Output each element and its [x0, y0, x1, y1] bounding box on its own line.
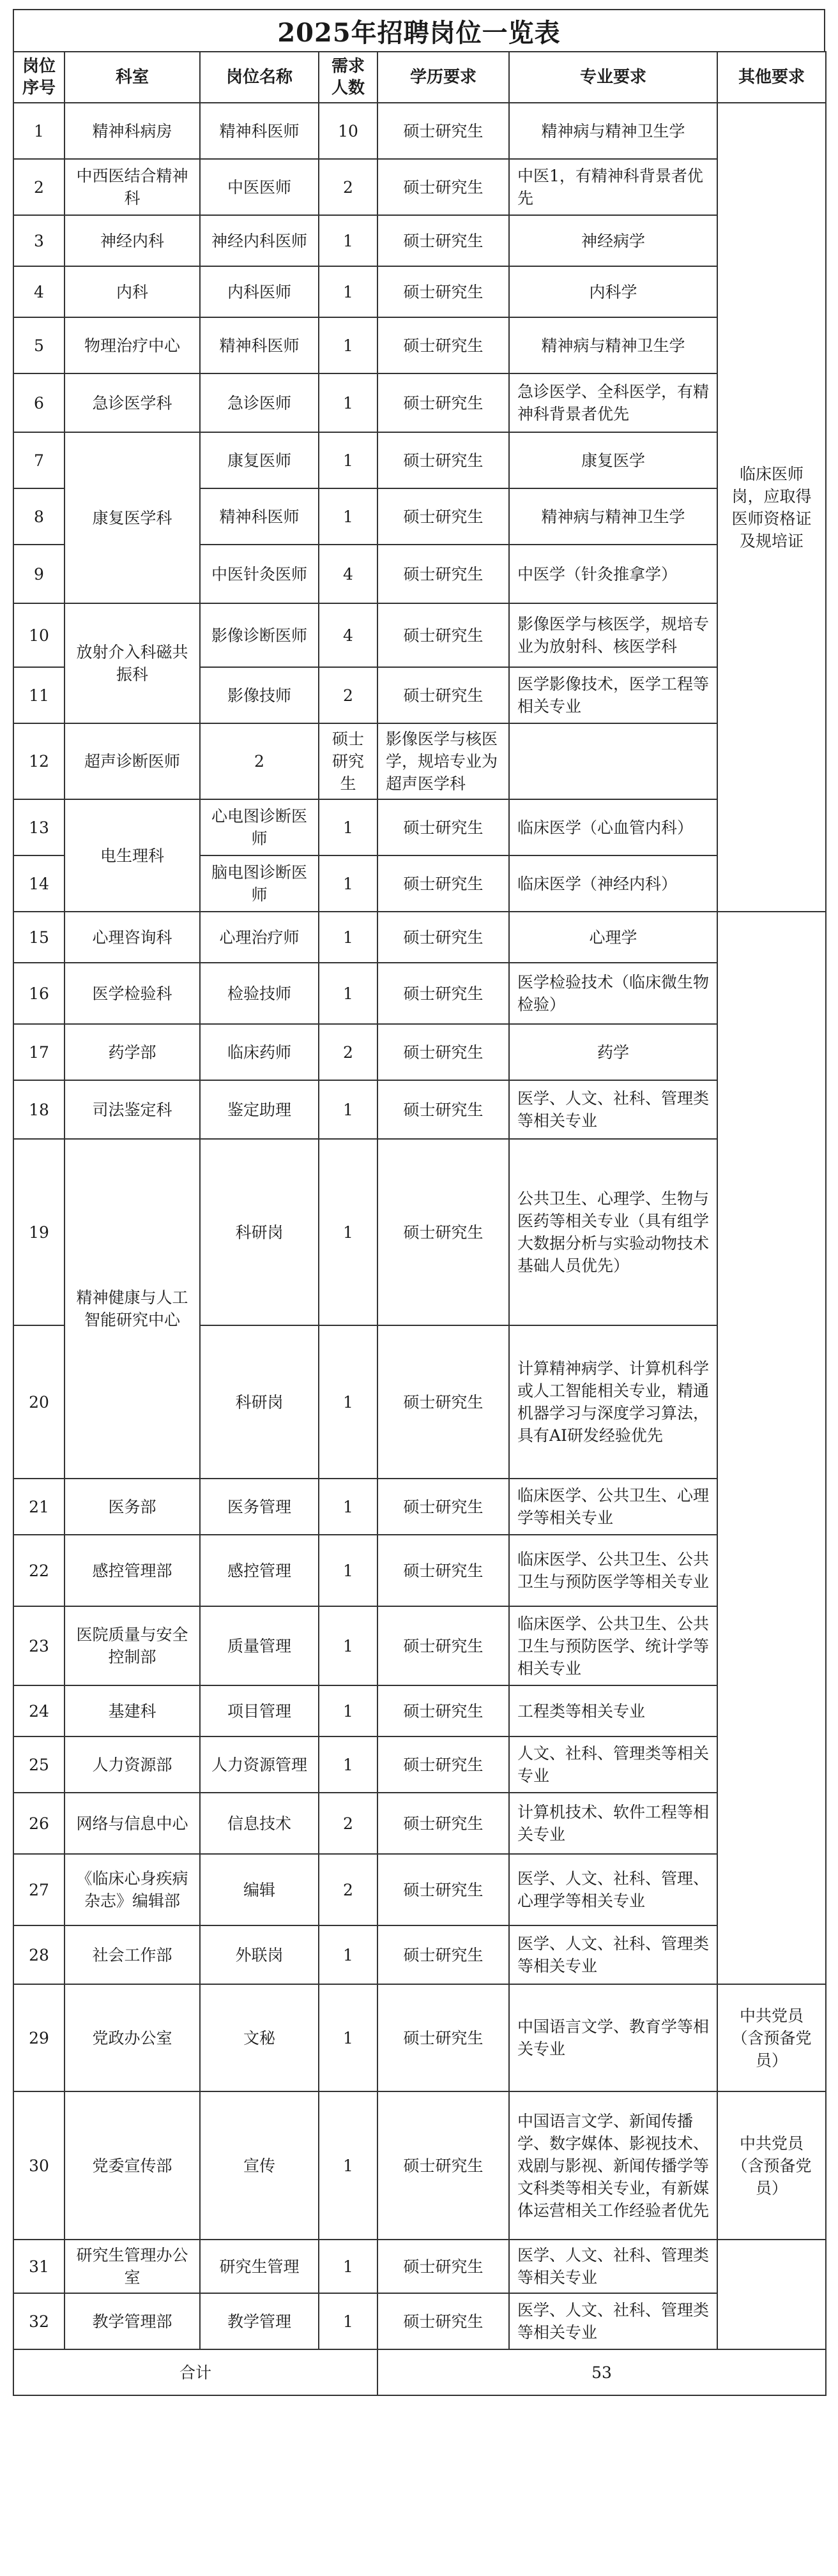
table-row [13, 1139, 826, 1325]
cell-education: 硕士研究生 [377, 1325, 509, 1479]
cell-number: 27 [13, 1854, 65, 1925]
cell-department: 放射介入科磁共振科 [65, 603, 200, 723]
cell-education: 硕士研究生 [377, 1984, 509, 2091]
table-row [13, 603, 826, 667]
recruitment-document [13, 9, 825, 2396]
cell-major: 急诊医学、全科医学，有精神科背景者优先 [509, 373, 717, 432]
total-row [13, 2349, 826, 2395]
cell-number: 28 [13, 1925, 65, 1984]
cell-department: 康复医学科 [65, 432, 200, 603]
cell-education: 硕士研究生 [377, 488, 509, 545]
cell-headcount: 1 [319, 373, 377, 432]
cell-number: 11 [13, 667, 65, 723]
cell-headcount: 1 [319, 215, 377, 266]
cell-education: 硕士研究生 [377, 963, 509, 1024]
header-cell: 岗位名称 [200, 52, 319, 103]
cell-major: 医学、人文、社科、管理、心理学等相关专业 [509, 1854, 717, 1925]
recruitment-table [13, 51, 827, 2396]
table-row [13, 1793, 826, 1854]
cell-position: 科研岗 [200, 1139, 319, 1325]
cell-department: 党政办公室 [65, 1984, 200, 2091]
table-header-row [13, 52, 826, 103]
cell-major: 医学、人文、社科、管理类等相关专业 [509, 1080, 717, 1139]
table-row [13, 1479, 826, 1535]
cell-number: 8 [13, 488, 65, 545]
cell-position: 科研岗 [200, 1325, 319, 1479]
cell-major: 计算精神病学、计算机科学或人工智能相关专业，精通机器学习与深度学习算法，具有AI研发经验优先 [509, 1325, 717, 1479]
cell-department: 司法鉴定科 [65, 1080, 200, 1139]
table-row [13, 2091, 826, 2240]
cell-department: 精神健康与人工智能研究中心 [65, 1139, 200, 1479]
cell-headcount: 1 [319, 1685, 377, 1736]
cell-number: 25 [13, 1736, 65, 1793]
cell-major: 影像医学与核医学，规培专业为超声医学科 [377, 723, 509, 799]
cell-headcount: 1 [319, 266, 377, 317]
cell-position: 精神科医师 [200, 488, 319, 545]
cell-number: 17 [13, 1024, 65, 1080]
header-cell: 专业要求 [509, 52, 717, 103]
cell-education: 硕士研究生 [377, 432, 509, 488]
cell-position: 脑电图诊断医师 [200, 855, 319, 912]
cell-position: 中医医师 [200, 159, 319, 215]
cell-education: 硕士研究生 [377, 603, 509, 667]
table-row [13, 963, 826, 1024]
cell-major: 药学 [509, 1024, 717, 1080]
cell-major: 临床医学（神经内科） [509, 855, 717, 912]
cell-major: 医学检验技术（临床微生物检验） [509, 963, 717, 1024]
table-row [13, 373, 826, 432]
cell-headcount: 1 [319, 1736, 377, 1793]
cell-headcount: 1 [319, 317, 377, 373]
cell-headcount: 1 [319, 1080, 377, 1139]
cell-position: 精神科医师 [200, 103, 319, 159]
cell-department: 物理治疗中心 [65, 317, 200, 373]
cell-headcount: 1 [319, 2091, 377, 2240]
cell-department: 研究生管理办公室 [65, 2240, 200, 2293]
cell-education: 硕士研究生 [377, 2240, 509, 2293]
header-cell: 科室 [65, 52, 200, 103]
cell-education: 硕士研究生 [377, 1736, 509, 1793]
cell-education: 硕士研究生 [377, 1925, 509, 1984]
cell-headcount: 10 [319, 103, 377, 159]
cell-department: 社会工作部 [65, 1925, 200, 1984]
cell-number: 5 [13, 317, 65, 373]
cell-headcount: 2 [319, 159, 377, 215]
table-row [13, 432, 826, 488]
cell-headcount: 2 [319, 1024, 377, 1080]
cell-education: 硕士研究生 [377, 215, 509, 266]
cell-education: 硕士研究生 [377, 855, 509, 912]
cell-education: 硕士研究生 [377, 545, 509, 603]
cell-headcount: 1 [319, 1325, 377, 1479]
header-cell: 其他要求 [717, 52, 826, 103]
cell-education: 硕士研究生 [377, 1685, 509, 1736]
cell-other-requirements [717, 912, 826, 1984]
cell-position: 教学管理 [200, 2293, 319, 2349]
cell-position: 影像技师 [200, 667, 319, 723]
cell-department: 医务部 [65, 1479, 200, 1535]
cell-number: 9 [13, 545, 65, 603]
cell-major: 神经病学 [509, 215, 717, 266]
cell-headcount: 1 [319, 2240, 377, 2293]
cell-position: 编辑 [200, 1854, 319, 1925]
cell-position: 人力资源管理 [200, 1736, 319, 1793]
cell-headcount: 1 [319, 1479, 377, 1535]
cell-other-requirements: 中共党员（含预备党员） [717, 1984, 826, 2091]
cell-education: 硕士研究生 [377, 1139, 509, 1325]
cell-major: 公共卫生、心理学、生物与医药等相关专业（具有组学大数据分析与实验动物技术基础人员优先） [509, 1139, 717, 1325]
cell-position: 宣传 [200, 2091, 319, 2240]
cell-major: 中国语言文学、教育学等相关专业 [509, 1984, 717, 2091]
table-row [13, 912, 826, 963]
cell-education: 硕士研究生 [377, 1606, 509, 1685]
cell-number: 29 [13, 1984, 65, 2091]
cell-headcount: 1 [319, 855, 377, 912]
table-row [13, 1925, 826, 1984]
cell-education: 硕士研究生 [377, 266, 509, 317]
cell-education: 硕士研究生 [377, 159, 509, 215]
cell-major: 心理学 [509, 912, 717, 963]
cell-department: 党委宣传部 [65, 2091, 200, 2240]
table-row [13, 1080, 826, 1139]
cell-major: 医学影像技术，医学工程等相关专业 [509, 667, 717, 723]
table-row [13, 317, 826, 373]
cell-department: 人力资源部 [65, 1736, 200, 1793]
cell-education: 硕士研究生 [377, 2293, 509, 2349]
cell-major: 医学、人文、社科、管理类等相关专业 [509, 2293, 717, 2349]
cell-headcount: 1 [319, 963, 377, 1024]
total-label: 合计 [13, 2349, 377, 2395]
cell-number: 26 [13, 1793, 65, 1854]
cell-major: 内科学 [509, 266, 717, 317]
table-row [13, 2240, 826, 2293]
cell-headcount: 1 [319, 1139, 377, 1325]
cell-position: 鉴定助理 [200, 1080, 319, 1139]
cell-education: 硕士研究生 [377, 1535, 509, 1606]
cell-department: 电生理科 [65, 799, 200, 912]
cell-other-requirements: 临床医师岗，应取得医师资格证及规培证 [717, 103, 826, 912]
table-row [13, 723, 826, 799]
cell-education: 硕士研究生 [377, 667, 509, 723]
cell-position: 内科医师 [200, 266, 319, 317]
cell-number: 22 [13, 1535, 65, 1606]
cell-education: 硕士研究生 [377, 1024, 509, 1080]
cell-headcount: 4 [319, 603, 377, 667]
cell-position: 康复医师 [200, 432, 319, 488]
table-row [13, 103, 826, 159]
header-cell: 学历要求 [377, 52, 509, 103]
cell-major: 计算机技术、软件工程等相关专业 [509, 1793, 717, 1854]
cell-department: 《临床心身疾病杂志》编辑部 [65, 1854, 200, 1925]
cell-number: 15 [13, 912, 65, 963]
cell-major: 临床医学、公共卫生、公共卫生与预防医学、统计学等相关专业 [509, 1606, 717, 1685]
cell-education: 硕士研究生 [377, 2091, 509, 2240]
cell-major: 医学、人文、社科、管理类等相关专业 [509, 1925, 717, 1984]
cell-number: 7 [13, 432, 65, 488]
cell-department: 内科 [65, 266, 200, 317]
cell-number: 6 [13, 373, 65, 432]
cell-number: 10 [13, 603, 65, 667]
table-row [13, 1024, 826, 1080]
cell-education: 硕士研究生 [377, 1793, 509, 1854]
cell-number: 23 [13, 1606, 65, 1685]
page-title: 2025年招聘岗位一览表 [13, 9, 825, 51]
cell-major: 临床医学、公共卫生、心理学等相关专业 [509, 1479, 717, 1535]
table-row [13, 159, 826, 215]
cell-headcount: 1 [319, 1925, 377, 1984]
cell-position: 急诊医师 [200, 373, 319, 432]
header-cell: 岗位 序号 [13, 52, 65, 103]
cell-department: 医学检验科 [65, 963, 200, 1024]
cell-department: 网络与信息中心 [65, 1793, 200, 1854]
cell-headcount: 2 [319, 1793, 377, 1854]
cell-education: 硕士研究生 [377, 799, 509, 855]
cell-education: 硕士研究生 [377, 912, 509, 963]
cell-position: 心电图诊断医师 [200, 799, 319, 855]
cell-number: 3 [13, 215, 65, 266]
cell-number: 18 [13, 1080, 65, 1139]
cell-number: 30 [13, 2091, 65, 2240]
cell-major: 中医学（针灸推拿学） [509, 545, 717, 603]
cell-headcount: 1 [319, 2293, 377, 2349]
cell-number: 32 [13, 2293, 65, 2349]
cell-position: 研究生管理 [200, 2240, 319, 2293]
cell-headcount: 1 [319, 799, 377, 855]
cell-major: 中国语言文学、新闻传播学、数字媒体、影视技术、戏剧与影视、新闻传播学等文科类等相关专业，有新媒体运营相关工作经验者优先 [509, 2091, 717, 2240]
cell-position: 项目管理 [200, 1685, 319, 1736]
cell-headcount: 1 [319, 488, 377, 545]
cell-number: 12 [13, 723, 65, 799]
table-row [13, 1606, 826, 1685]
cell-major: 康复医学 [509, 432, 717, 488]
cell-number: 24 [13, 1685, 65, 1736]
cell-education: 硕士研究生 [377, 103, 509, 159]
cell-education: 硕士研究生 [319, 723, 377, 799]
cell-department: 精神科病房 [65, 103, 200, 159]
table-row [13, 1984, 826, 2091]
cell-department: 药学部 [65, 1024, 200, 1080]
cell-headcount: 2 [319, 1854, 377, 1925]
cell-major: 中医1，有精神科背景者优先 [509, 159, 717, 215]
cell-department: 急诊医学科 [65, 373, 200, 432]
cell-department: 医院质量与安全控制部 [65, 1606, 200, 1685]
cell-number: 14 [13, 855, 65, 912]
cell-department: 神经内科 [65, 215, 200, 266]
table-row [13, 799, 826, 855]
cell-position: 检验技师 [200, 963, 319, 1024]
cell-position: 信息技术 [200, 1793, 319, 1854]
cell-position: 文秘 [200, 1984, 319, 2091]
cell-major: 人文、社科、管理类等相关专业 [509, 1736, 717, 1793]
cell-other-requirements [717, 2240, 826, 2349]
cell-education: 硕士研究生 [377, 1854, 509, 1925]
cell-number: 31 [13, 2240, 65, 2293]
cell-position: 神经内科医师 [200, 215, 319, 266]
cell-number: 13 [13, 799, 65, 855]
cell-number: 21 [13, 1479, 65, 1535]
cell-major: 医学、人文、社科、管理类等相关专业 [509, 2240, 717, 2293]
cell-department: 心理咨询科 [65, 912, 200, 963]
cell-position: 心理治疗师 [200, 912, 319, 963]
cell-department: 感控管理部 [65, 1535, 200, 1606]
cell-headcount: 1 [319, 432, 377, 488]
cell-department: 教学管理部 [65, 2293, 200, 2349]
cell-position: 超声诊断医师 [65, 723, 200, 799]
cell-number: 16 [13, 963, 65, 1024]
table-row [13, 1685, 826, 1736]
cell-headcount: 4 [319, 545, 377, 603]
cell-education: 硕士研究生 [377, 317, 509, 373]
cell-number: 19 [13, 1139, 65, 1325]
cell-headcount: 2 [319, 667, 377, 723]
cell-number: 20 [13, 1325, 65, 1479]
table-row [13, 2293, 826, 2349]
cell-position: 医务管理 [200, 1479, 319, 1535]
cell-major: 临床医学、公共卫生、公共卫生与预防医学等相关专业 [509, 1535, 717, 1606]
cell-number: 2 [13, 159, 65, 215]
cell-other-requirements: 中共党员（含预备党员） [717, 2091, 826, 2240]
cell-position: 临床药师 [200, 1024, 319, 1080]
cell-headcount: 1 [319, 1984, 377, 2091]
table-row [13, 215, 826, 266]
cell-major: 影像医学与核医学，规培专业为放射科、核医学科 [509, 603, 717, 667]
cell-position: 感控管理 [200, 1535, 319, 1606]
cell-number: 1 [13, 103, 65, 159]
cell-headcount: 1 [319, 1606, 377, 1685]
table-row [13, 1854, 826, 1925]
cell-position: 中医针灸医师 [200, 545, 319, 603]
cell-position: 外联岗 [200, 1925, 319, 1984]
table-row [13, 1736, 826, 1793]
cell-education: 硕士研究生 [377, 1080, 509, 1139]
cell-department: 基建科 [65, 1685, 200, 1736]
total-value: 53 [377, 2349, 826, 2395]
cell-headcount: 2 [200, 723, 319, 799]
cell-education: 硕士研究生 [377, 1479, 509, 1535]
cell-position: 质量管理 [200, 1606, 319, 1685]
cell-major: 精神病与精神卫生学 [509, 488, 717, 545]
cell-major: 临床医学（心血管内科） [509, 799, 717, 855]
cell-number: 4 [13, 266, 65, 317]
cell-major: 工程类等相关专业 [509, 1685, 717, 1736]
cell-major: 精神病与精神卫生学 [509, 103, 717, 159]
cell-position: 精神科医师 [200, 317, 319, 373]
cell-position: 影像诊断医师 [200, 603, 319, 667]
cell-headcount: 1 [319, 1535, 377, 1606]
cell-department: 中西医结合精神科 [65, 159, 200, 215]
cell-major: 精神病与精神卫生学 [509, 317, 717, 373]
cell-headcount: 1 [319, 912, 377, 963]
cell-education: 硕士研究生 [377, 373, 509, 432]
table-row [13, 1535, 826, 1606]
table-row [13, 266, 826, 317]
header-cell: 需求 人数 [319, 52, 377, 103]
